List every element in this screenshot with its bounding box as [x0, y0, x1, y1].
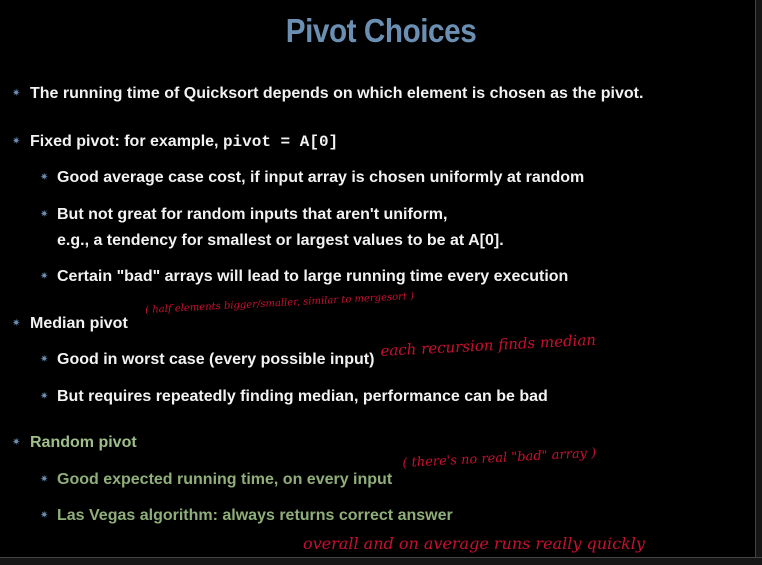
sub-bullet-icon: ✷	[40, 172, 49, 183]
sub-bullet-icon: ✷	[40, 474, 49, 485]
sub-bullet-icon: ✷	[40, 271, 49, 282]
sub-bullet-expected-time: Good expected running time, on every input	[57, 471, 393, 488]
sub-bullet-not-uniform-cont: e.g., a tendency for smallest or largest values to be at A[0].	[57, 232, 504, 249]
sub-bullet-bad-arrays: Certain "bad" arrays will lead to large running time every execution	[57, 268, 569, 285]
sub-bullet-icon: ✷	[40, 391, 49, 402]
bullet-quicksort-running-time: The running time of Quicksort depends on which element is chosen as the pivot.	[30, 85, 644, 102]
bullet-icon: ✷	[12, 318, 21, 329]
fixed-pivot-text: Fixed pivot: for example,	[30, 133, 219, 150]
sub-bullet-average-cost: Good average case cost, if input array is chosen uniformly at random	[57, 169, 585, 186]
handwritten-median-note: ( half elements bigger/smaller, similar to mergesort )	[145, 290, 415, 316]
bullet-icon: ✷	[12, 88, 21, 99]
bullet-icon: ✷	[12, 437, 21, 448]
handwritten-random-note: ( there's no real "bad" array )	[402, 445, 597, 471]
bullet-random-pivot: Random pivot	[30, 434, 137, 451]
handwritten-las-vegas-note: overall and on average runs really quickly	[303, 534, 645, 553]
handwritten-recursion-note: each recursion finds median	[380, 330, 597, 360]
bullet-fixed-pivot	[30, 132, 338, 152]
sub-bullet-las-vegas: Las Vegas algorithm: always returns correct answer	[57, 507, 453, 524]
sub-bullet-icon: ✷	[40, 510, 49, 521]
sub-bullet-worst-case: Good in worst case (every possible input)	[57, 351, 375, 368]
sub-bullet-icon: ✷	[40, 209, 49, 220]
bullet-icon: ✷	[12, 136, 21, 147]
fixed-pivot-code: pivot = A[0]	[222, 133, 339, 151]
bullet-median-pivot: Median pivot	[30, 315, 128, 332]
sub-bullet-icon: ✷	[40, 354, 49, 365]
sub-bullet-finding-median: But requires repeatedly finding median, performance can be bad	[57, 388, 548, 405]
window-right-edge	[755, 0, 762, 564]
sub-bullet-not-uniform: But not great for random inputs that aren't uniform,	[57, 206, 448, 223]
slide-title: Pivot Choices	[285, 12, 477, 49]
